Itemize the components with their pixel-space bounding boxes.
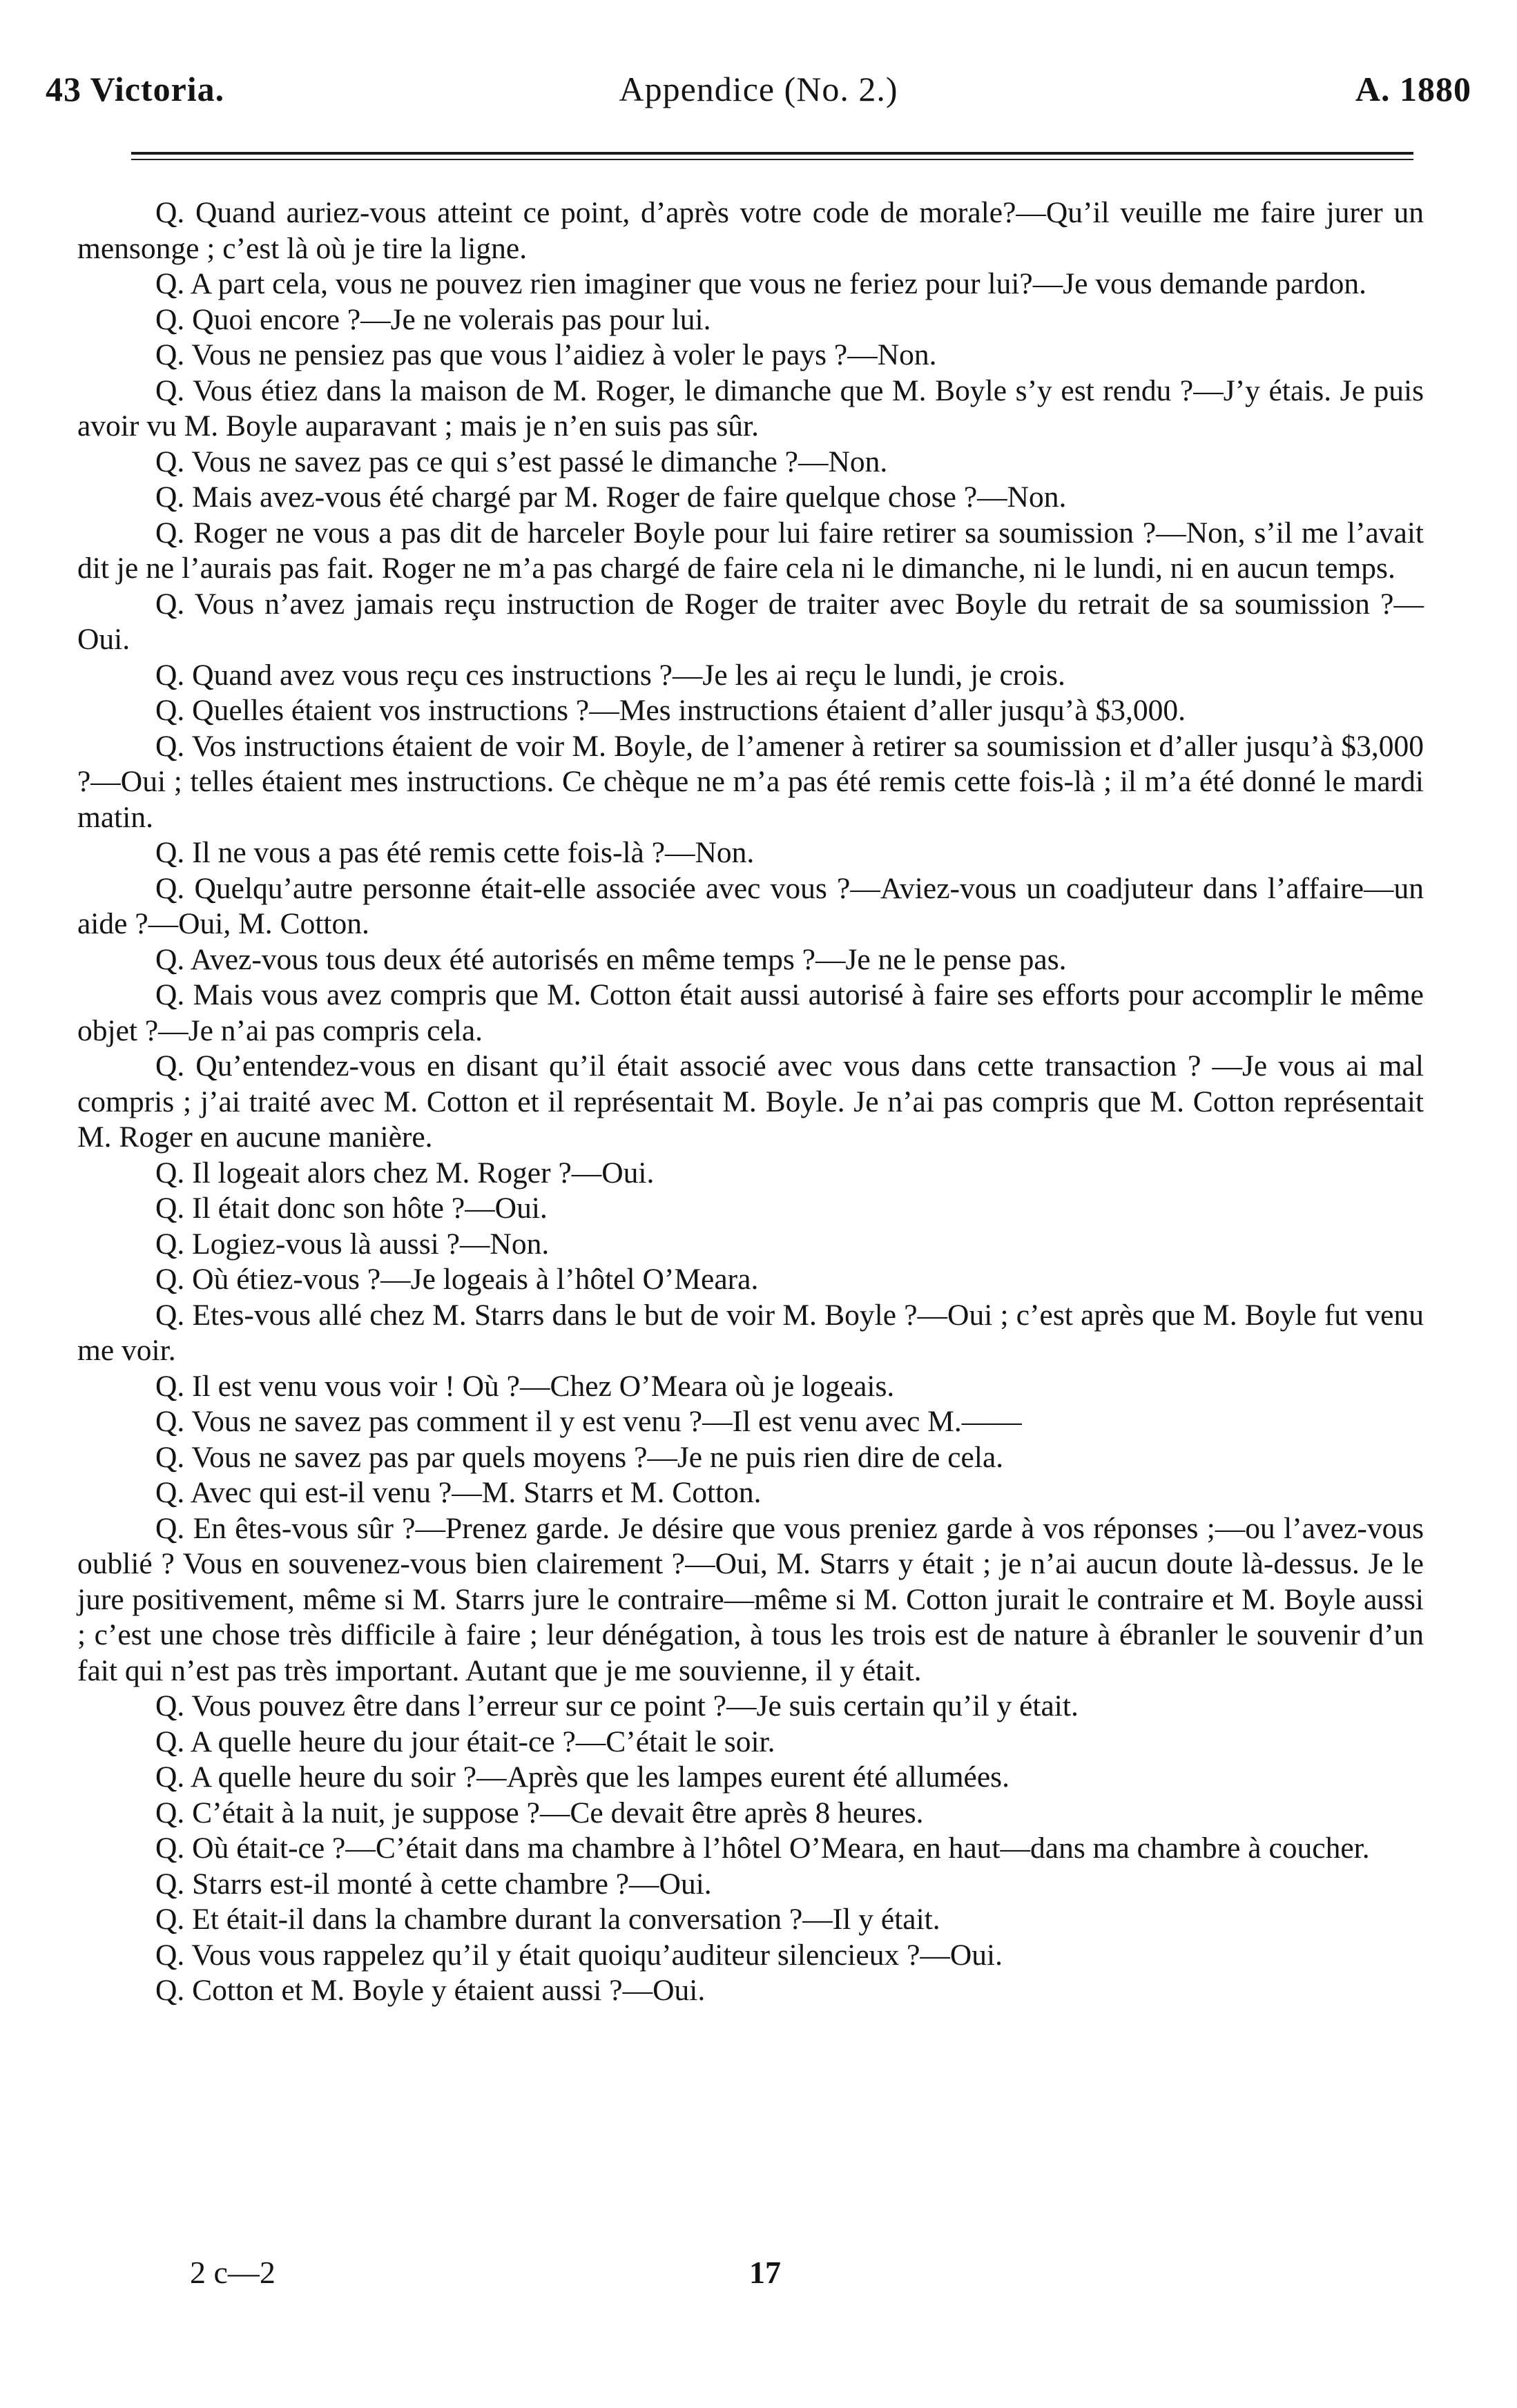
- header-year: A. 1880: [1355, 70, 1471, 108]
- qa-paragraph: Q. A quelle heure du jour était-ce ?—C’était le soir.: [155, 1725, 775, 1758]
- testimony-body: [77, 195, 1424, 2009]
- header-appendix: Appendice (No. 2.): [619, 70, 898, 108]
- page-number: 17: [749, 2255, 781, 2290]
- qa-paragraph: Q. Vous n’avez jamais reçu instruction de Roger de traiter avec Boyle du retrait de sa soumission ?—Oui.: [77, 587, 1424, 656]
- qa-paragraph: Q. A part cela, vous ne pouvez rien imaginer que vous ne feriez pour lui?—Je vous demande pardon.: [155, 267, 1366, 300]
- qa-paragraph: Q. Il était donc son hôte ?—Oui.: [155, 1192, 548, 1225]
- folio-mark: 2 c—2: [190, 2255, 276, 2290]
- qa-paragraph: Q. Quelles étaient vos instructions ?—Mes instructions étaient d’aller jusqu’à $3,000.: [155, 694, 1186, 727]
- qa-paragraph: Q. Avec qui est-il venu ?—M. Starrs et M. Cotton.: [155, 1476, 762, 1509]
- qa-paragraph: Q. En êtes-vous sûr ?—Prenez garde. Je désire que vous preniez garde à vos réponses ;—ou l’avez-vous oublié ? Vous en souvenez-vous bien clairement ?—Oui, M. Starrs y était ; je n’ai aucun doute là-dessus. Je le jure positivement, même si M. Starrs jure le contraire—même si M. Cotton jurait le contraire et M. Boyle aussi ; c’est une chose très difficile à faire ; leur dénégation, à tous les trois est de nature à ébranler le souvenir d’un fait qui n’est pas très important. Autant que je me souvienne, il y était.: [77, 1511, 1424, 1687]
- header-session: 43 Victoria.: [46, 70, 225, 108]
- qa-paragraph: Q. Où était-ce ?—C’était dans ma chambre à l’hôtel O’Meara, en haut—dans ma chambre à coucher.: [155, 1832, 1370, 1865]
- qa-paragraph: Q. Vous ne pensiez pas que vous l’aidiez à voler le pays ?—Non.: [155, 338, 937, 371]
- qa-paragraph: Q. Et était-il dans la chambre durant la conversation ?—Il y était.: [155, 1903, 940, 1936]
- qa-paragraph: Q. Qu’entendez-vous en disant qu’il était associé avec vous dans cette transaction ? —Je vous ai mal compris ; j’ai traité avec M. Cotton et il représentait M. Boyle. Je n’ai pas compris que M. Cotton représentait M. Roger en aucune manière.: [77, 1049, 1424, 1154]
- qa-paragraph: Q. Vous ne savez pas ce qui s’est passé le dimanche ?—Non.: [155, 445, 888, 478]
- qa-paragraph: Q. A quelle heure du soir ?—Après que les lampes eurent été allumées.: [155, 1760, 1009, 1794]
- running-header: [46, 69, 1471, 124]
- qa-paragraph: Q. Vous ne savez pas par quels moyens ?—Je ne puis rien dire de cela.: [155, 1440, 1004, 1474]
- qa-paragraph: Q. Cotton et M. Boyle y étaient aussi ?—Oui.: [155, 1974, 706, 2007]
- qa-paragraph: Q. Roger ne vous a pas dit de harceler Boyle pour lui faire retirer sa soumission ?—Non, s’il me l’avait dit je ne l’aurais pas fait. Roger ne m’a pas chargé de faire cela ni le dimanche, ni le lundi, ni en aucun temps.: [77, 516, 1424, 585]
- qa-paragraph: Q. Vos instructions étaient de voir M. Boyle, de l’amener à retirer sa soumission et d’aller jusqu’à $3,000 ?—Oui ; telles étaient mes instructions. Ce chèque ne m’a pas été remis cette fois-là ; il m’a été donné le mardi matin.: [77, 729, 1424, 834]
- qa-paragraph: Q. Quand auriez-vous atteint ce point, d’après votre code de morale?—Qu’il veuille me faire jurer un mensonge ; c’est là où je tire la ligne.: [77, 196, 1424, 265]
- qa-paragraph: Q. Vous étiez dans la maison de M. Roger, le dimanche que M. Boyle s’y est rendu ?—J’y étais. Je puis avoir vu M. Boyle auparavant ; mais je n’en suis pas sûr.: [77, 373, 1424, 443]
- qa-paragraph: Q. Vous ne savez pas comment il y est venu ?—Il est venu avec M.——: [155, 1405, 1022, 1438]
- qa-paragraph: Q. Quand avez vous reçu ces instructions ?—Je les ai reçu le lundi, je crois.: [155, 658, 1065, 692]
- qa-paragraph: Q. Quoi encore ?—Je ne volerais pas pour lui.: [155, 302, 711, 336]
- qa-paragraph: Q. Il est venu vous voir ! Où ?—Chez O’Meara où je logeais.: [155, 1369, 895, 1403]
- qa-paragraph: Q. Starrs est-il monté à cette chambre ?—Oui.: [155, 1867, 712, 1901]
- qa-paragraph: Q. Mais vous avez compris que M. Cotton était aussi autorisé à faire ses efforts pour accomplir le même objet ?—Je n’ai pas compris cela.: [77, 978, 1424, 1047]
- qa-paragraph: Q. C’était à la nuit, je suppose ?—Ce devait être après 8 heures.: [155, 1796, 924, 1829]
- qa-paragraph: Q. Vous pouvez être dans l’erreur sur ce point ?—Je suis certain qu’il y était.: [155, 1689, 1079, 1722]
- qa-paragraph: Q. Où étiez-vous ?—Je logeais à l’hôtel O’Meara.: [155, 1263, 759, 1296]
- qa-paragraph: Q. Mais avez-vous été chargé par M. Roger de faire quelque chose ?—Non.: [155, 480, 1067, 514]
- qa-paragraph: Q. Il logeait alors chez M. Roger ?—Oui.: [155, 1156, 655, 1190]
- qa-paragraph: Q. Avez-vous tous deux été autorisés en même temps ?—Je ne le pense pas.: [155, 942, 1067, 976]
- header-rule-thick: [131, 152, 1413, 155]
- qa-paragraph: Q. Etes-vous allé chez M. Starrs dans le but de voir M. Boyle ?—Oui ; c’est après que M. Boyle fut venu me voir.: [77, 1298, 1424, 1367]
- qa-paragraph: Q. Il ne vous a pas été remis cette fois-là ?—Non.: [155, 836, 755, 869]
- qa-paragraph: Q. Logiez-vous là aussi ?—Non.: [155, 1227, 550, 1261]
- qa-paragraph: Q. Vous vous rappelez qu’il y était quoiqu’auditeur silencieux ?—Oui.: [155, 1938, 1003, 1972]
- qa-paragraph: Q. Quelqu’autre personne était-elle associée avec vous ?—Aviez-vous un coadjuteur dans l’affaire—un aide ?—Oui, M. Cotton.: [77, 871, 1424, 940]
- header-rule-thin: [131, 159, 1413, 160]
